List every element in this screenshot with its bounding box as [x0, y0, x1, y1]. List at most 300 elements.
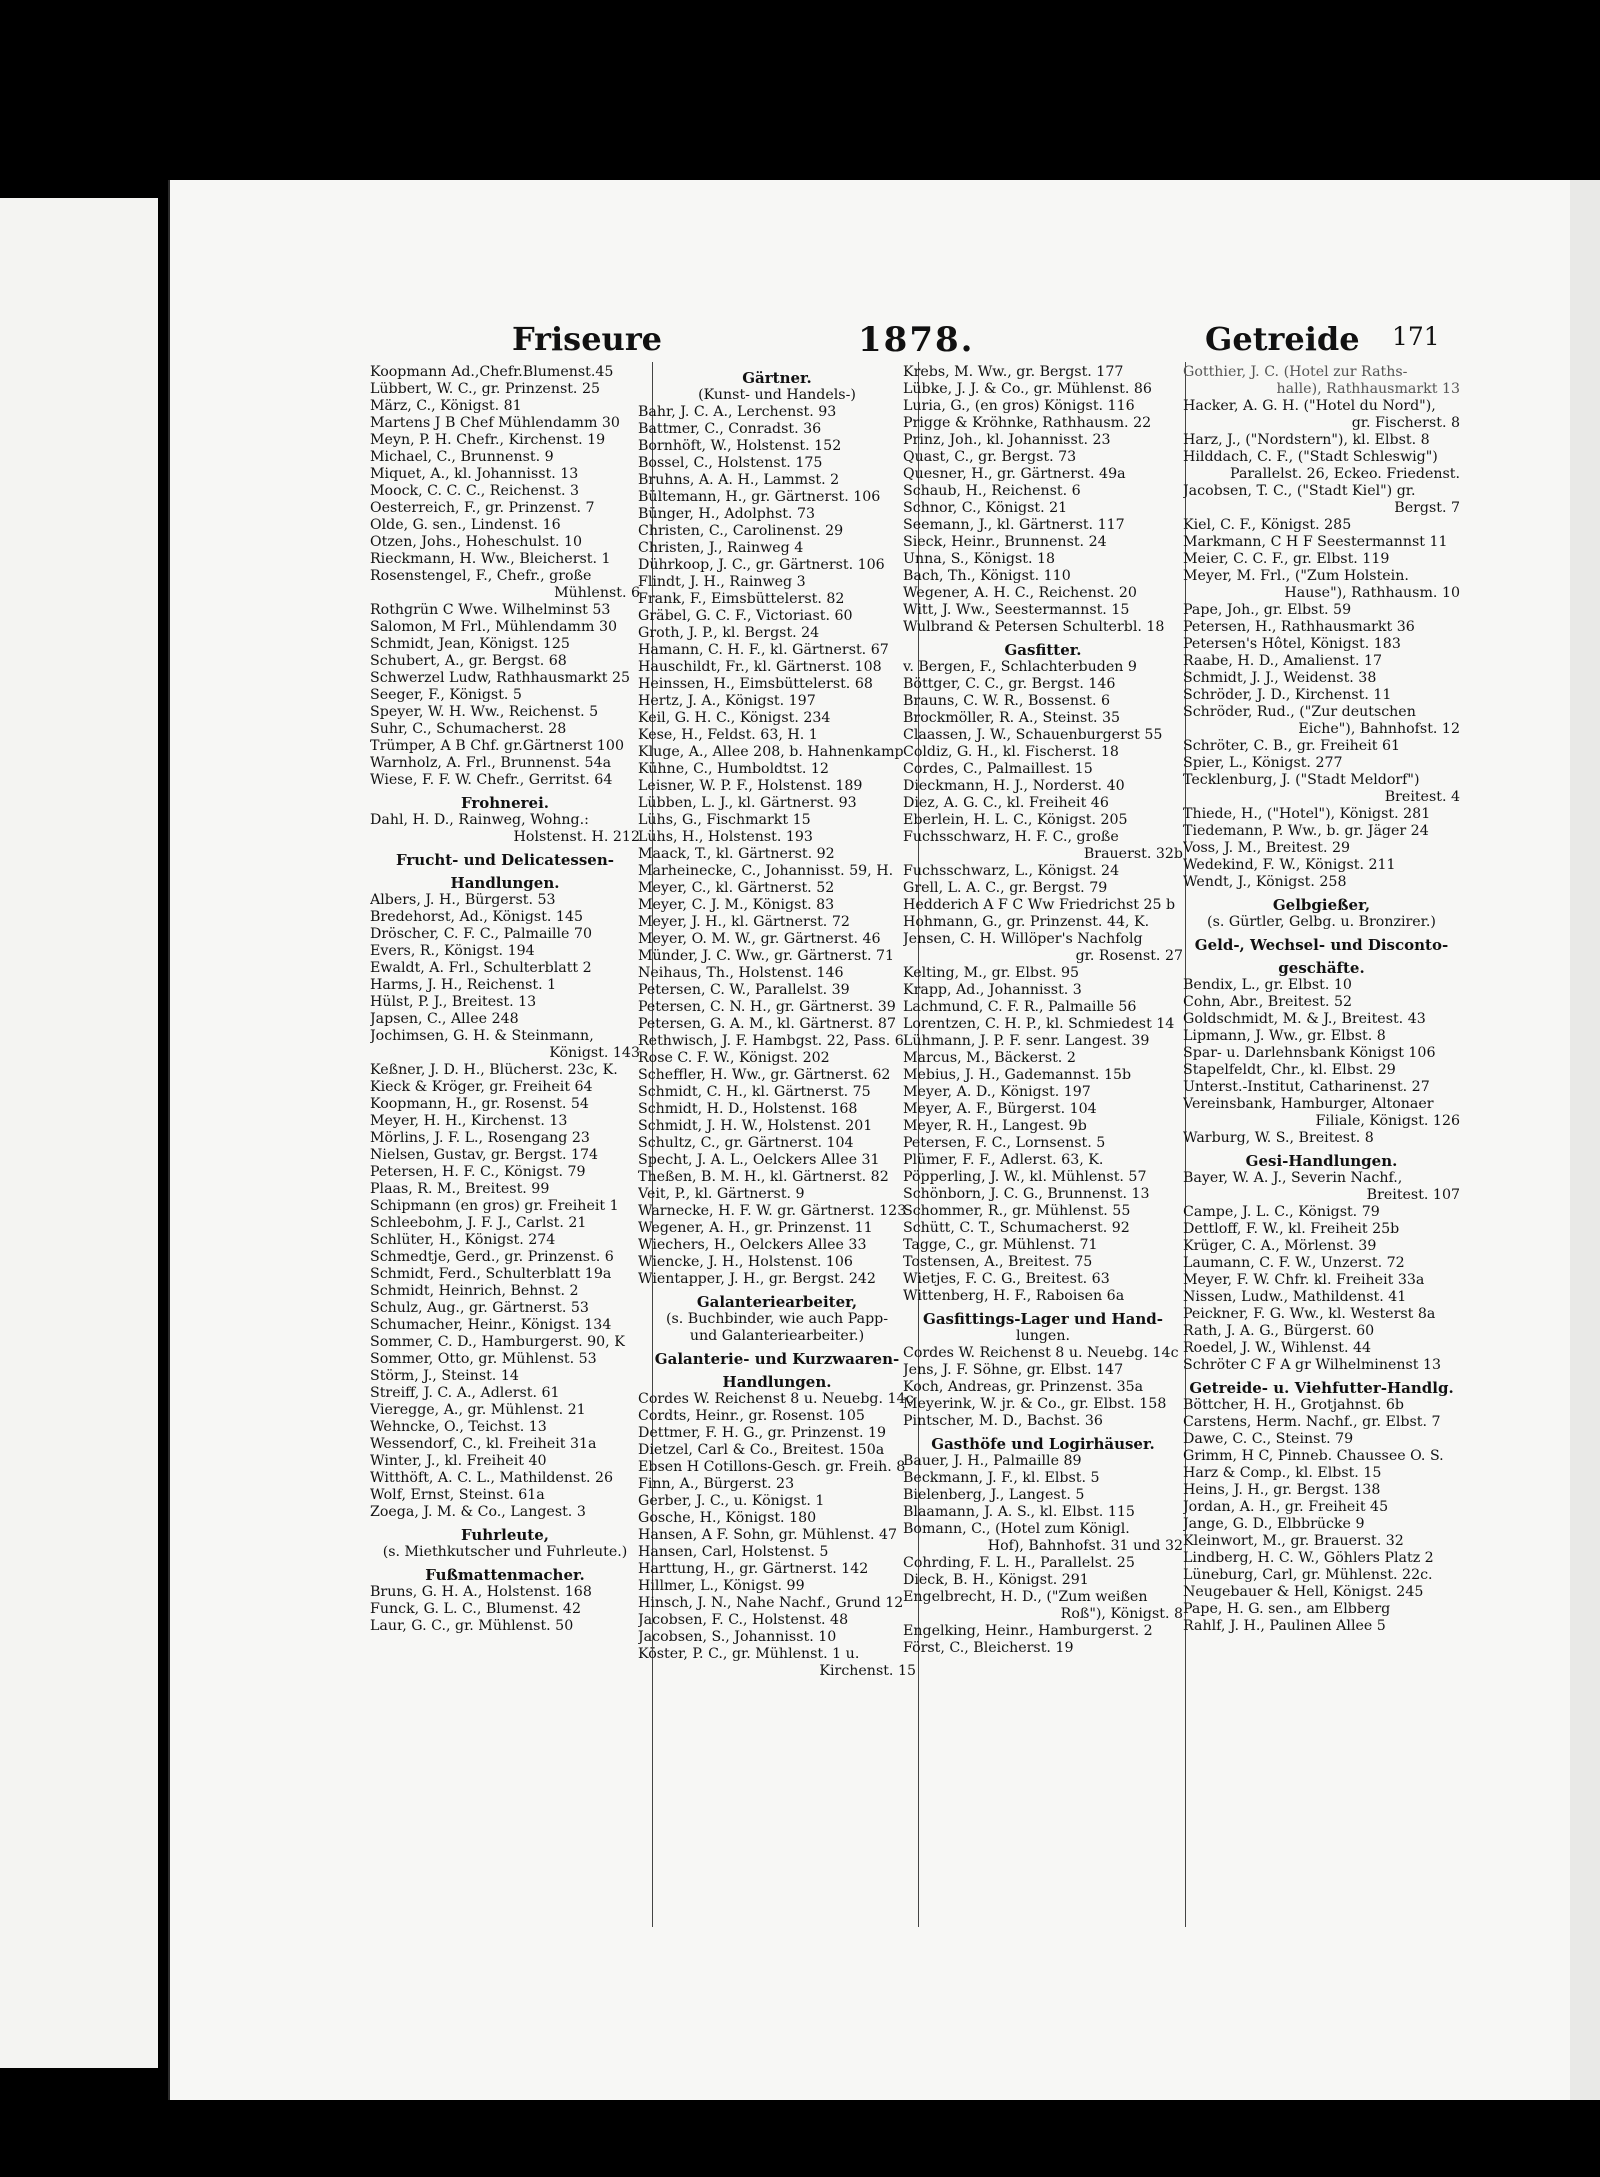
directory-entry: Schmidt, H. D., Holstenst. 168	[638, 1101, 858, 1117]
directory-entry: Meyer, A. D., Königst. 197	[903, 1084, 1091, 1100]
directory-entry: Koopmann, H., gr. Rosenst. 54	[370, 1096, 589, 1112]
directory-entry: Schubert, A., gr. Bergst. 68	[370, 653, 567, 669]
directory-entry: Böttcher, H. H., Grotjahnst. 6b	[1183, 1397, 1404, 1413]
directory-entry: Bielenberg, J., Langest. 5	[903, 1487, 1085, 1503]
directory-entry: Schwerzel Ludw, Rathhausmarkt 25	[370, 670, 631, 686]
column-2	[638, 364, 916, 1680]
entry-continuation: Mühlenst. 6	[554, 585, 640, 601]
directory-entry: Wulbrand & Petersen Schulterbl. 18	[903, 619, 1165, 635]
directory-entry: Gerber, J. C., u. Königst. 1	[638, 1493, 825, 1509]
directory-entry: Warburg, W. S., Breitest. 8	[1183, 1130, 1374, 1146]
section-heading: Galanterie- und Kurzwaaren-	[654, 1350, 900, 1368]
directory-entry: Suhr, C., Schumacherst. 28	[370, 721, 567, 737]
directory-entry: Brockmöller, R. A., Steinst. 35	[903, 710, 1121, 726]
directory-entry: Carstens, Herm. Nachf., gr. Elbst. 7	[1183, 1414, 1441, 1430]
directory-entry: Gräbel, G. C. F., Victoriast. 60	[638, 608, 853, 624]
directory-entry: März, C., Königst. 81	[370, 398, 522, 414]
entry-continuation: Parallelst. 26, Eckeo. Friedenst.	[1230, 466, 1460, 482]
directory-entry: Schmidt, J. J., Weidenst. 38	[1183, 670, 1377, 686]
directory-entry: Dettmer, F. H. G., gr. Prinzenst. 19	[638, 1425, 887, 1441]
directory-entry: Dahl, H. D., Rainweg, Wohng.:	[370, 812, 589, 828]
directory-entry: Diez, A. G. C., kl. Freiheit 46	[903, 795, 1109, 811]
directory-entry: Bach, Th., Königst. 110	[903, 568, 1071, 584]
directory-entry: Rosenstengel, F., Chefr., große	[370, 568, 592, 584]
directory-entry: Frank, F., Eimsbüttelerst. 82	[638, 591, 845, 607]
directory-entry: Rieckmann, H. Ww., Bleicherst. 1	[370, 551, 611, 567]
directory-entry: Quesner, H., gr. Gärtnerst. 49a	[903, 466, 1126, 482]
page-number: 171	[1392, 322, 1440, 351]
directory-entry: Wietjes, F. C. G., Breitest. 63	[903, 1271, 1110, 1287]
directory-entry: Winter, J., kl. Freiheit 40	[370, 1453, 547, 1469]
directory-entry: Krüger, C. A., Mörlenst. 39	[1183, 1238, 1377, 1254]
directory-entry: Jange, G. D., Elbbrücke 9	[1183, 1516, 1365, 1532]
directory-entry: Harttung, H., gr. Gärtnerst. 142	[638, 1561, 869, 1577]
directory-entry: Veit, P., kl. Gärtnerst. 9	[638, 1186, 805, 1202]
section-note: (s. Buchbinder, wie auch Papp-	[665, 1311, 889, 1327]
directory-entry: Eberlein, H. L. C., Königst. 205	[903, 812, 1128, 828]
running-header	[0, 320, 1600, 360]
directory-entry: Ebsen H Cotillons-Gesch. gr. Freih. 8	[638, 1459, 906, 1475]
directory-entry: Meyer, C. J. M., Königst. 83	[638, 897, 835, 913]
directory-entry: Vieregge, A., gr. Mühlenst. 21	[370, 1402, 586, 1418]
directory-entry: Peickner, F. G. Ww., kl. Westerst 8a	[1183, 1306, 1436, 1322]
directory-entry: Köster, P. C., gr. Mühlenst. 1 u.	[638, 1646, 860, 1662]
directory-entry: Wendt, J., Königst. 258	[1183, 874, 1347, 890]
directory-entry: Mörlins, J. F. L., Rosengang 23	[370, 1130, 590, 1146]
directory-entry: Lühs, G., Fischmarkt 15	[638, 812, 811, 828]
directory-entry: Unterst.-Institut, Catharinenst. 27	[1183, 1079, 1430, 1095]
directory-entry: Wittenberg, H. F., Raboisen 6a	[903, 1288, 1125, 1304]
directory-entry: Schulz, Aug., gr. Gärtnerst. 53	[370, 1300, 589, 1316]
directory-entry: Schmidt, J. H. W., Holstenst. 201	[638, 1118, 873, 1134]
directory-entry: Wiese, F. F. W. Chefr., Gerritst. 64	[370, 772, 613, 788]
directory-entry: Schlüter, H., Königst. 274	[370, 1232, 556, 1248]
directory-entry: Harms, J. H., Reichenst. 1	[370, 977, 557, 993]
directory-entry: Streiff, J. C. A., Adlerst. 61	[370, 1385, 560, 1401]
directory-entry: Prinz, Joh., kl. Johannisst. 23	[903, 432, 1111, 448]
directory-entry: Bossel, C., Holstenst. 175	[638, 455, 823, 471]
directory-entry: Schröder, Rud., ("Zur deutschen	[1183, 704, 1416, 720]
directory-entry: Münder, J. C. Ww., gr. Gärtnerst. 71	[638, 948, 895, 964]
directory-entry: Rethwisch, J. F. Hambgst. 22, Pass. 6	[638, 1033, 904, 1049]
directory-entry: Petersen, H., Rathhausmarkt 36	[1183, 619, 1415, 635]
directory-entry: Maack, T., kl. Gärtnerst. 92	[638, 846, 835, 862]
directory-entry: Wedekind, F. W., Königst. 211	[1183, 857, 1396, 873]
directory-entry: Rothgrün C Wwe. Wilhelminst 53	[370, 602, 611, 618]
directory-entry: Stapelfeldt, Chr., kl. Elbst. 29	[1183, 1062, 1396, 1078]
directory-entry: Cohrding, F. L. H., Parallelst. 25	[903, 1555, 1135, 1571]
directory-entry: Thiede, H., ("Hotel"), Königst. 281	[1183, 806, 1431, 822]
directory-entry: Witthöft, A. C. L., Mathildenst. 26	[370, 1470, 614, 1486]
directory-entry: Pintscher, M. D., Bachst. 36	[903, 1413, 1103, 1429]
directory-entry: Petersen, H. F. C., Königst. 79	[370, 1164, 586, 1180]
directory-entry: Dietzel, Carl & Co., Breitest. 150a	[638, 1442, 885, 1458]
directory-entry: Dettloff, F. W., kl. Freiheit 25b	[1183, 1221, 1400, 1237]
directory-entry: Theßen, B. M. H., kl. Gärtnerst. 82	[638, 1169, 889, 1185]
directory-entry: Beckmann, J. F., kl. Elbst. 5	[903, 1470, 1100, 1486]
section-heading: Gelbgießer,	[1272, 896, 1371, 914]
directory-entry: Meyer, M. Frl., ("Zum Holstein.	[1183, 568, 1409, 584]
directory-entry: Hamann, C. H. F., kl. Gärtnerst. 67	[638, 642, 889, 658]
directory-entry: Lüneburg, Carl, gr. Mühlenst. 22c.	[1183, 1567, 1433, 1583]
section-heading: Geld-, Wechsel- und Disconto-	[1194, 936, 1449, 954]
directory-entry: Markmann, C H F Seestermannst 11	[1183, 534, 1448, 550]
directory-entry: Bredehorst, Ad., Königst. 145	[370, 909, 583, 925]
entry-continuation: Eiche"), Bahnhofst. 12	[1298, 721, 1460, 737]
directory-entry: Lindberg, H. C. W., Göhlers Platz 2	[1183, 1550, 1434, 1566]
directory-entry: Hillmer, L., Königst. 99	[638, 1578, 805, 1594]
directory-entry: Goldschmidt, M. & J., Breitest. 43	[1183, 1011, 1426, 1027]
directory-entry: Harz & Comp., kl. Elbst. 15	[1183, 1465, 1382, 1481]
directory-entry: Bünger, H., Adolphst. 73	[638, 506, 816, 522]
directory-entry: Finn, A., Bürgerst. 23	[638, 1476, 795, 1492]
directory-entry: Schmedtje, Gerd., gr. Prinzenst. 6	[370, 1249, 614, 1265]
directory-entry: Lübbert, W. C., gr. Prinzenst. 25	[370, 381, 601, 397]
section-heading: Gasfittings-Lager und Hand-	[923, 1310, 1163, 1328]
directory-entry: Schnor, C., Königst. 21	[903, 500, 1068, 516]
entry-continuation: Filiale, Königst. 126	[1315, 1113, 1460, 1129]
directory-entry: Schmidt, Jean, Königst. 125	[370, 636, 570, 652]
directory-entry: Jens, J. F. Söhne, gr. Elbst. 147	[903, 1362, 1124, 1378]
section-heading: Handlungen.	[722, 1373, 832, 1391]
directory-entry: Leisner, W. P. F., Holstenst. 189	[638, 778, 863, 794]
directory-entry: Jordan, A. H., gr. Freiheit 45	[1183, 1499, 1389, 1515]
directory-entry: Oesterreich, F., gr. Prinzenst. 7	[370, 500, 595, 516]
directory-entry: Meyer, C., kl. Gärtnerst. 52	[638, 880, 835, 896]
directory-entry: Bruns, G. H. A., Holstenst. 168	[370, 1584, 592, 1600]
directory-entry: Bültemann, H., gr. Gärtnerst. 106	[638, 489, 881, 505]
directory-entry: v. Bergen, F., Schlachterbuden 9	[903, 659, 1137, 675]
directory-entry: Kelting, M., gr. Elbst. 95	[903, 965, 1080, 981]
directory-entry: Prigge & Kröhnke, Rathhausm. 22	[903, 415, 1152, 431]
directory-entry: Meyer, F. W. Chfr. kl. Freiheit 33a	[1183, 1272, 1425, 1288]
directory-entry: Schmidt, Ferd., Schulterblatt 19a	[370, 1266, 612, 1282]
section-note: (s. Miethkutscher und Fuhrleute.)	[382, 1544, 628, 1560]
directory-entry: Meyer, R. H., Langest. 9b	[903, 1118, 1087, 1134]
directory-entry: Scheffler, H. Ww., gr. Gärtnerst. 62	[638, 1067, 891, 1083]
section-note: (Kunst- und Handels-)	[698, 387, 856, 403]
directory-entry: Spar- u. Darlehnsbank Königst 106	[1183, 1045, 1436, 1061]
directory-entry: Flindt, J. H., Rainweg 3	[638, 574, 806, 590]
directory-entry: Roedel, J. W., Wihlenst. 44	[1183, 1340, 1372, 1356]
directory-entry: Dieckmann, H. J., Norderst. 40	[903, 778, 1125, 794]
directory-entry: Gotthier, J. C. (Hotel zur Raths-	[1183, 364, 1408, 380]
directory-entry: Schröter C F A gr Wilhelminenst 13	[1183, 1357, 1442, 1373]
directory-entry: Luria, G., (en gros) Königst. 116	[903, 398, 1135, 414]
directory-entry: Meyerink, W. jr. & Co., gr. Elbst. 158	[903, 1396, 1167, 1412]
directory-entry: Rahlf, J. H., Paulinen Allee 5	[1183, 1618, 1386, 1634]
directory-entry: Martens J B Chef Mühlendamm 30	[370, 415, 620, 431]
directory-entry: Kieck & Kröger, gr. Freiheit 64	[370, 1079, 593, 1095]
header-year: 1878.	[858, 320, 975, 360]
directory-entry: Funck, G. L. C., Blumenst. 42	[370, 1601, 581, 1617]
directory-entry: Ewaldt, A. Frl., Schulterblatt 2	[370, 960, 592, 976]
column-4	[1183, 364, 1460, 1635]
directory-entry: Cordes, C., Palmaillest. 15	[903, 761, 1093, 777]
directory-entry: Sommer, C. D., Hamburgerst. 90, K	[370, 1334, 625, 1350]
directory-entry: Meier, C. C. F., gr. Elbst. 119	[1183, 551, 1390, 567]
directory-entry: Miquet, A., kl. Johannisst. 13	[370, 466, 579, 482]
directory-entry: Krapp, Ad., Johannisst. 3	[903, 982, 1082, 998]
directory-entry: Bomann, C., (Hotel zum Königl.	[903, 1521, 1130, 1537]
directory-entry: Hauschildt, Fr., kl. Gärtnerst. 108	[638, 659, 882, 675]
directory-entry: Japsen, C., Allee 248	[370, 1011, 519, 1027]
directory-entry: Vereinsbank, Hamburger, Altonaer	[1183, 1096, 1434, 1112]
page-edge	[1570, 180, 1600, 2100]
section-heading: Frohnerei.	[460, 794, 549, 812]
directory-entry: Keßner, J. D. H., Blücherst. 23c, K.	[370, 1062, 618, 1078]
section-heading: Gärtner.	[742, 369, 812, 387]
directory-entry: Gosche, H., Königst. 180	[638, 1510, 817, 1526]
directory-entry: Seemann, J., kl. Gärtnerst. 117	[903, 517, 1125, 533]
section-heading: Galanteriearbeiter,	[696, 1293, 858, 1311]
directory-entry: Jacobsen, F. C., Holstenst. 48	[638, 1612, 849, 1628]
directory-entry: Kleinwort, M., gr. Brauerst. 32	[1183, 1533, 1404, 1549]
directory-entry: Trümper, A B Chf. gr.Gärtnerst 100	[370, 738, 624, 754]
directory-entry: Otzen, Johs., Hoheschulst. 10	[370, 534, 583, 550]
section-heading: Handlungen.	[450, 874, 560, 892]
directory-entry: Petersen, G. A. M., kl. Gärtnerst. 87	[638, 1016, 896, 1032]
directory-entry: Unna, S., Königst. 18	[903, 551, 1056, 567]
directory-entry: Grell, L. A. C., gr. Bergst. 79	[903, 880, 1108, 896]
directory-entry: Voss, J. M., Breitest. 29	[1183, 840, 1351, 856]
directory-entry: Kese, H., Feldst. 63, H. 1	[638, 727, 818, 743]
directory-entry: Rose C. F. W., Königst. 202	[638, 1050, 830, 1066]
directory-entry: Heins, J. H., gr. Bergst. 138	[1183, 1482, 1381, 1498]
directory-entry: Keil, G. H. C., Königst. 234	[638, 710, 831, 726]
directory-entry: Michael, C., Brunnenst. 9	[370, 449, 554, 465]
directory-entry: Hansen, Carl, Holstenst. 5	[638, 1544, 829, 1560]
section-heading: Gesi-Handlungen.	[1245, 1152, 1398, 1170]
directory-entry: Meyer, O. M. W., gr. Gärtnerst. 46	[638, 931, 881, 947]
directory-entry: Warnecke, H. F. W. gr. Gärtnerst. 123	[638, 1203, 907, 1219]
previous-page-edge	[0, 198, 161, 2068]
directory-entry: Witt, J. Ww., Seestermannst. 15	[903, 602, 1130, 618]
directory-entry: Tagge, C., gr. Mühlenst. 71	[903, 1237, 1098, 1253]
directory-entry: Sommer, Otto, gr. Mühlenst. 53	[370, 1351, 597, 1367]
directory-entry: Fuchsschwarz, H. F. C., große	[903, 829, 1119, 845]
directory-entry: Meyer, J. H., kl. Gärtnerst. 72	[638, 914, 850, 930]
directory-entry: Campe, J. L. C., Königst. 79	[1183, 1204, 1380, 1220]
directory-entry: Laumann, C. F. W., Unzerst. 72	[1183, 1255, 1405, 1271]
directory-entry: Schröder, J. D., Kirchenst. 11	[1183, 687, 1392, 703]
entry-continuation: Brauerst. 32b	[1083, 846, 1183, 862]
entry-continuation: Holstenst. H. 212	[513, 829, 640, 845]
header-left-category: Friseure	[512, 320, 663, 358]
directory-entry: Bayer, W. A. J., Severin Nachf.,	[1183, 1170, 1403, 1186]
section-note: und Galanteriearbeiter.)	[689, 1328, 865, 1344]
section-heading: Frucht- und Delicatessen-	[396, 851, 614, 869]
directory-entry: Petersen, C. N. H., gr. Gärtnerst. 39	[638, 999, 896, 1015]
directory-entry: Neihaus, Th., Holstenst. 146	[638, 965, 844, 981]
directory-entry: Lühs, H., Holstenst. 193	[638, 829, 813, 845]
directory-entry: Raabe, H. D., Amalienst. 17	[1183, 653, 1383, 669]
directory-entry: Speyer, W. H. Ww., Reichenst. 5	[370, 704, 599, 720]
directory-entry: Blaamann, J. A. S., kl. Elbst. 115	[903, 1504, 1135, 1520]
directory-entry: Pape, H. G. sen., am Elbberg	[1183, 1601, 1391, 1617]
directory-entry: Schaub, H., Reichenst. 6	[903, 483, 1081, 499]
directory-entry: Pape, Joh., gr. Elbst. 59	[1183, 602, 1352, 618]
section-heading: Fuhrleute,	[461, 1526, 549, 1544]
directory-entry: Lipmann, J. Ww., gr. Elbst. 8	[1183, 1028, 1386, 1044]
directory-entry: Kiel, C. F., Königst. 285	[1183, 517, 1352, 533]
directory-entry: Hacker, A. G. H. ("Hotel du Nord"),	[1183, 398, 1436, 414]
entry-continuation: gr. Rosenst. 27	[1075, 948, 1183, 964]
directory-entry: Neugebauer & Hell, Königst. 245	[1183, 1584, 1424, 1600]
directory-entry: Wiencke, J. H., Holstenst. 106	[638, 1254, 853, 1270]
directory-entry: Dieck, B. H., Königst. 291	[903, 1572, 1089, 1588]
directory-entry: Christen, J., Rainweg 4	[638, 540, 804, 556]
directory-entry: Meyer, H. H., Kirchenst. 13	[370, 1113, 568, 1129]
directory-entry: Schleebohm, J. F. J., Carlst. 21	[370, 1215, 587, 1231]
directory-entry: Schmidt, C. H., kl. Gärtnerst. 75	[638, 1084, 871, 1100]
directory-entry: Rath, J. A. G., Bürgerst. 60	[1183, 1323, 1375, 1339]
entry-continuation: Hof), Bahnhofst. 31 und 32	[987, 1538, 1183, 1554]
section-note: (s. Gürtler, Gelbg. u. Bronzirer.)	[1207, 914, 1436, 930]
directory-entry: Schommer, R., gr. Mühlenst. 55	[903, 1203, 1131, 1219]
entry-continuation: Bergst. 7	[1394, 500, 1460, 516]
directory-entry: Schröter, C. B., gr. Freiheit 61	[1183, 738, 1401, 754]
directory-entry: Salomon, M Frl., Mühlendamm 30	[370, 619, 618, 635]
directory-entry: Pöpperling, J. W., kl. Mühlenst. 57	[903, 1169, 1147, 1185]
entry-continuation: Kirchenst. 15	[819, 1663, 916, 1679]
directory-entry: Groth, J. P., kl. Bergst. 24	[638, 625, 820, 641]
directory-entry: Hinsch, J. N., Nahe Nachf., Grund 12	[638, 1595, 904, 1611]
directory-entry: Tiedemann, P. Ww., b. gr. Jäger 24	[1183, 823, 1429, 839]
directory-entry: Bendix, L., gr. Elbst. 10	[1183, 977, 1352, 993]
directory-entry: Petersen, F. C., Lornsenst. 5	[903, 1135, 1106, 1151]
directory-entry: Coldiz, G. H., kl. Fischerst. 18	[903, 744, 1119, 760]
section-heading: Gasfitter.	[1004, 641, 1082, 659]
directory-entry: Heinssen, H., Eimsbüttelerst. 68	[638, 676, 873, 692]
directory-entry: Schütt, C. T., Schumacherst. 92	[903, 1220, 1130, 1236]
directory-entry: Specht, J. A. L., Oelckers Allee 31	[638, 1152, 880, 1168]
directory-entry: Seeger, F., Königst. 5	[370, 687, 522, 703]
directory-entry: Störm, J., Steinst. 14	[370, 1368, 519, 1384]
directory-entry: Cordts, Heinr., gr. Rosenst. 105	[638, 1408, 865, 1424]
directory-entry: Jacobsen, S., Johannisst. 10	[638, 1629, 837, 1645]
section-heading: geschäfte.	[1278, 959, 1365, 977]
directory-entry: Koopmann Ad.,Chefr.Blumenst.45	[370, 364, 614, 380]
directory-entry: Lühmann, J. P. F. senr. Langest. 39	[903, 1033, 1150, 1049]
directory-entry: Kühne, C., Humboldtst. 12	[638, 761, 829, 777]
entry-continuation: gr. Fischerst. 8	[1351, 415, 1460, 431]
entry-continuation: Roß"), Königst. 8	[1060, 1606, 1183, 1622]
directory-entry: Schipmann (en gros) gr. Freiheit 1	[370, 1198, 619, 1214]
directory-entry: Wegener, A. H., gr. Prinzenst. 11	[638, 1220, 873, 1236]
directory-entry: Zoega, J. M. & Co., Langest. 3	[370, 1504, 586, 1520]
directory-entry: Petersen's Hôtel, Königst. 183	[1183, 636, 1401, 652]
entry-continuation: Hause"), Rathhausm. 10	[1284, 585, 1460, 601]
directory-entry: Hedderich A F C Ww Friedrichst 25 b	[903, 897, 1176, 913]
directory-entry: Lachmund, C. F. R., Palmaille 56	[903, 999, 1137, 1015]
entry-continuation: halle), Rathhausmarkt 13	[1276, 381, 1460, 397]
directory-entry: Bornhöft, W., Holstenst. 152	[638, 438, 842, 454]
directory-entry: Jochimsen, G. H. & Steinmann,	[370, 1028, 594, 1044]
section-heading: Fußmattenmacher.	[425, 1566, 585, 1584]
directory-entry: Petersen, C. W., Parallelst. 39	[638, 982, 850, 998]
header-right-category: Getreide	[1205, 320, 1360, 358]
section-heading: Getreide- u. Viehfutter-Handlg.	[1189, 1379, 1454, 1397]
directory-entry: Hülst, P. J., Breitest. 13	[370, 994, 537, 1010]
directory-entry: Hilddach, C. F., ("Stadt Schleswig")	[1183, 449, 1438, 465]
directory-entry: Laur, G. C., gr. Mühlenst. 50	[370, 1618, 574, 1634]
directory-entry: Warnholz, A. Frl., Brunnenst. 54a	[370, 755, 612, 771]
directory-entry: Cordes W. Reichenst 8 u. Neuebg. 14c	[638, 1391, 914, 1407]
directory-entry: Lübke, J. J. & Co., gr. Mühlenst. 86	[903, 381, 1152, 397]
directory-entry: Dawe, C. C., Steinst. 79	[1183, 1431, 1354, 1447]
directory-entry: Engelking, Heinr., Hamburgerst. 2	[903, 1623, 1153, 1639]
directory-entry: Moock, C. C. C., Reichenst. 3	[370, 483, 580, 499]
directory-entry: Christen, C., Carolinenst. 29	[638, 523, 844, 539]
directory-entry: Dröscher, C. F. C., Palmaille 70	[370, 926, 592, 942]
directory-entry: Spier, L., Königst. 277	[1183, 755, 1343, 771]
directory-entry: Kluge, A., Allee 208, b. Hahnenkamp	[638, 744, 904, 760]
directory-entry: Harz, J., ("Nordstern"), kl. Elbst. 8	[1183, 432, 1430, 448]
directory-entry: Wientapper, J. H., gr. Bergst. 242	[638, 1271, 876, 1287]
directory-entry: Fuchsschwarz, L., Königst. 24	[903, 863, 1120, 879]
directory-entry: Böttger, C. C., gr. Bergst. 146	[903, 676, 1116, 692]
directory-entry: Schultz, C., gr. Gärtnerst. 104	[638, 1135, 854, 1151]
directory-entry: Lübben, L. J., kl. Gärtnerst. 93	[638, 795, 857, 811]
directory-entry: Schumacher, Heinr., Königst. 134	[370, 1317, 612, 1333]
directory-entry: Plaas, R. M., Breitest. 99	[370, 1181, 550, 1197]
directory-entry: Koch, Andreas, gr. Prinzenst. 35a	[903, 1379, 1144, 1395]
directory-entry: Bruhns, A. A. H., Lammst. 2	[638, 472, 840, 488]
directory-entry: Marheinecke, C., Johannisst. 59, H.	[638, 863, 894, 879]
directory-entry: Wehncke, O., Teichst. 13	[370, 1419, 547, 1435]
directory-entry: Hertz, J. A., Königst. 197	[638, 693, 816, 709]
directory-entry: Wegener, A. H. C., Reichenst. 20	[903, 585, 1137, 601]
directory-entry: Nissen, Ludw., Mathildenst. 41	[1183, 1289, 1407, 1305]
directory-entry: Hansen, A F. Sohn, gr. Mühlenst. 47	[638, 1527, 898, 1543]
directory-entry: Engelbrecht, H. D., ("Zum weißen	[903, 1589, 1148, 1605]
directory-entry: Brauns, C. W. R., Bossenst. 6	[903, 693, 1111, 709]
directory-entry: Bahr, J. C. A., Lerchenst. 93	[638, 404, 837, 420]
directory-entry: Sieck, Heinr., Brunnenst. 24	[903, 534, 1107, 550]
section-note: lungen.	[1016, 1328, 1070, 1344]
directory-entry: Cohn, Abr., Breitest. 52	[1183, 994, 1353, 1010]
directory-entry: Battmer, C., Conradst. 36	[638, 421, 822, 437]
directory-entry: Meyer, A. F., Bürgerst. 104	[903, 1101, 1097, 1117]
directory-entry: Mebius, J. H., Gademannst. 15b	[903, 1067, 1132, 1083]
directory-entry: Lorentzen, C. H. P., kl. Schmiedest 14	[903, 1016, 1175, 1032]
directory-entry: Wolf, Ernst, Steinst. 61a	[370, 1487, 545, 1503]
directory-entry: Bauer, J. H., Palmaille 89	[903, 1453, 1082, 1469]
directory-entry: Jensen, C. H. Willöper's Nachfolg	[903, 931, 1143, 947]
column-3	[903, 364, 1183, 1657]
directory-entry: Krebs, M. Ww., gr. Bergst. 177	[903, 364, 1124, 380]
directory-entry: Evers, R., Königst. 194	[370, 943, 535, 959]
column-1	[370, 364, 640, 1635]
directory-entry: Tostensen, A., Breitest. 75	[903, 1254, 1093, 1270]
directory-entry: Wessendorf, C., kl. Freiheit 31a	[370, 1436, 597, 1452]
directory-entry: Nielsen, Gustav, gr. Bergst. 174	[370, 1147, 599, 1163]
directory-entry: Schmidt, Heinrich, Behnst. 2	[370, 1283, 579, 1299]
directory-entry: Dührkoop, J. C., gr. Gärtnerst. 106	[638, 557, 885, 573]
directory-entry: Cordes W. Reichenst 8 u. Neuebg. 14c	[903, 1345, 1179, 1361]
directory-entry: Jacobsen, T. C., ("Stadt Kiel") gr.	[1183, 483, 1416, 499]
directory-entry: Quast, C., gr. Bergst. 73	[903, 449, 1077, 465]
directory-entry: Plümer, F. F., Adlerst. 63, K.	[903, 1152, 1104, 1168]
directory-entry: Först, C., Bleicherst. 19	[903, 1640, 1074, 1656]
directory-entry: Hohmann, G., gr. Prinzenst. 44, K.	[903, 914, 1150, 930]
entry-continuation: Königst. 143	[549, 1045, 640, 1061]
section-heading: Gasthöfe und Logirhäuser.	[931, 1435, 1155, 1453]
directory-entry: Claassen, J. W., Schauenburgerst 55	[903, 727, 1163, 743]
entry-continuation: Breitest. 107	[1366, 1187, 1460, 1203]
directory-entry: Tecklenburg, J. ("Stadt Meldorf")	[1183, 772, 1420, 788]
